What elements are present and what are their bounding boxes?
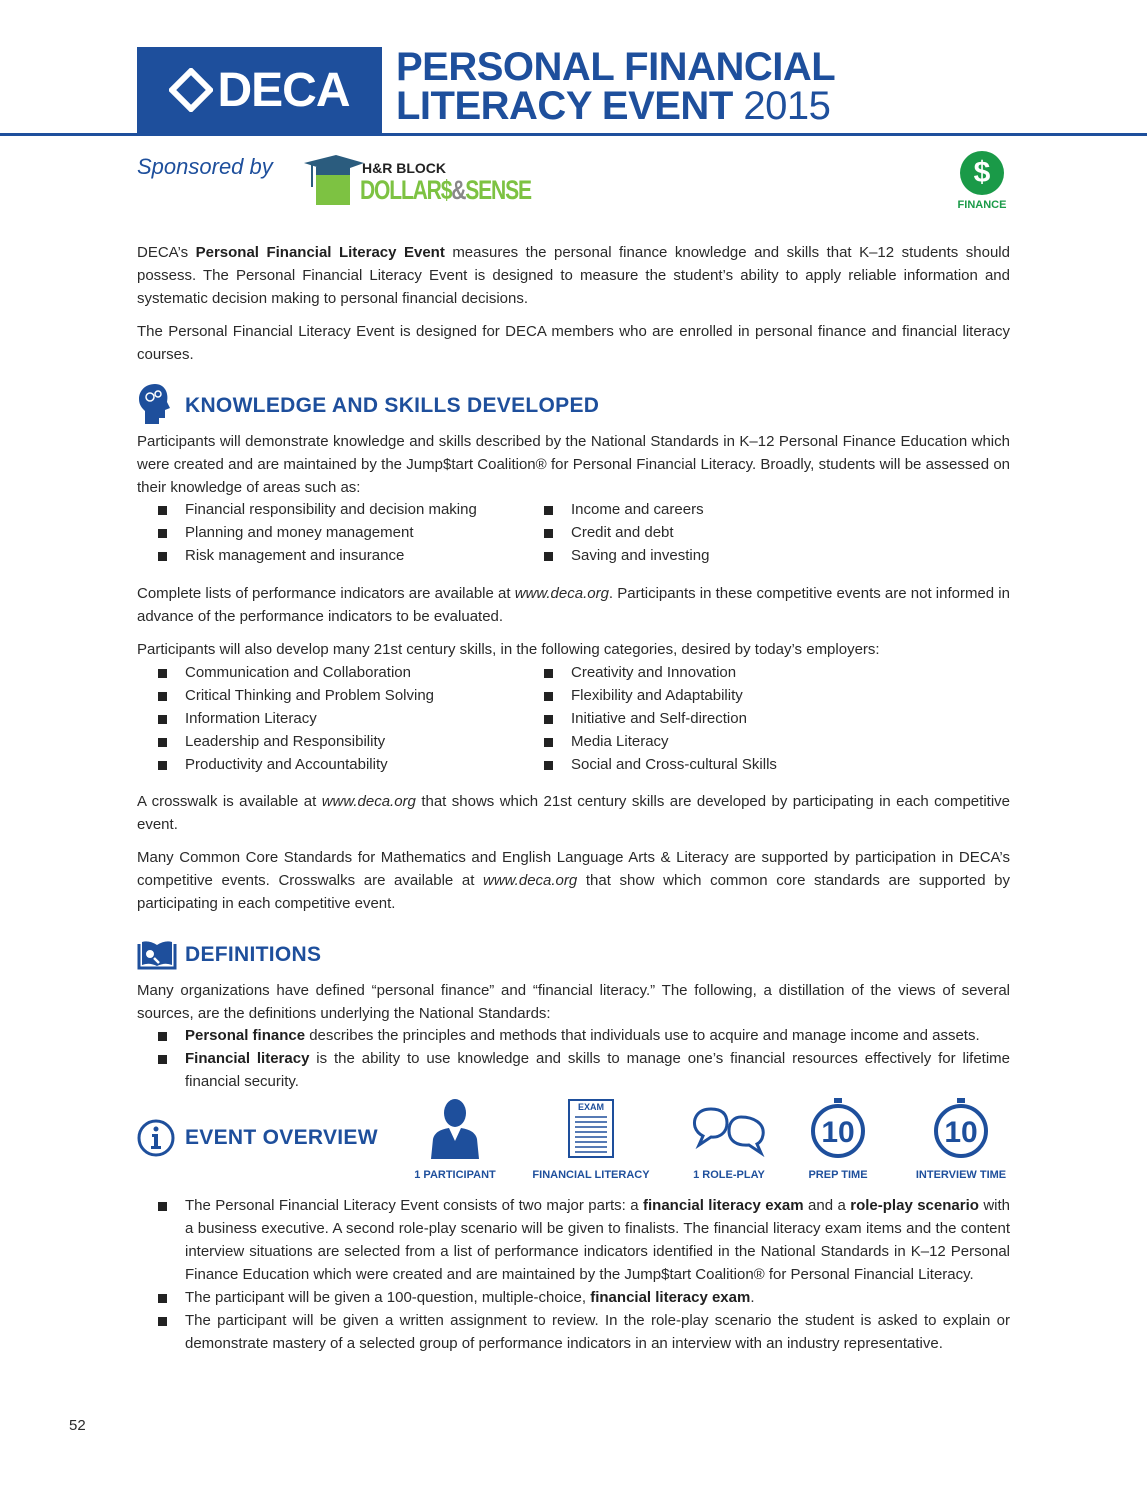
head-gears-icon	[137, 382, 173, 426]
list-item: Planning and money management	[137, 521, 523, 544]
exam-label: FINANCIAL LITERACY	[532, 1169, 650, 1181]
list-item: Leadership and Responsibility	[137, 730, 523, 753]
text-bold: role-play scenario	[850, 1197, 979, 1214]
interview-time-label: INTERVIEW TIME	[915, 1169, 1007, 1181]
page-title	[396, 45, 836, 128]
list-item: Saving and investing	[523, 544, 909, 567]
interview-time-value: 10	[944, 1116, 978, 1149]
knowledge-paragraph-2	[137, 582, 1010, 628]
exam-item	[526, 1097, 656, 1181]
definitions-list	[137, 1024, 1010, 1093]
list-item: Financial responsibility and decision making	[137, 498, 523, 521]
term: Financial literacy	[185, 1050, 310, 1067]
text: .	[750, 1289, 755, 1306]
text: Many Common Core Standards for Mathematics and English Language Arts & Literacy are supported by participation in DECA’s competitive events. Crosswalks are available at	[137, 849, 1010, 889]
finance-category-badge	[950, 151, 1014, 211]
text: with a business executive. A second role-play scenario will be given to finalists. The financial literacy exam items and the content interview situations are selected from a list of performance indicators identified in the National Standards in K–12 Personal Finance Education which were created and are maintained by the Jump$tart Coalition® for Personal Financial Literacy.	[185, 1197, 1011, 1283]
deca-logo-block	[137, 47, 382, 133]
list-item	[137, 1286, 1010, 1309]
text: and a	[803, 1197, 851, 1214]
header-rule	[0, 133, 1147, 136]
list-item: Information Literacy	[137, 707, 523, 730]
participant-label: 1 PARTICIPANT	[414, 1169, 496, 1181]
intro-paragraph-1	[137, 241, 1010, 310]
knowledge-paragraph-3: Participants will also develop many 21st century skills, in the following categories, desired by today’s employers:	[137, 641, 880, 658]
list-item	[137, 1047, 1010, 1093]
title-line-2: LITERACY EVENT	[396, 84, 733, 128]
prep-time-item	[800, 1097, 876, 1181]
info-icon	[137, 1119, 175, 1157]
text-bold: financial literacy exam	[590, 1289, 751, 1306]
text: that shows which 21st century skills are developed by participating in each competitive event.	[137, 793, 1010, 833]
list-item: Media Literacy	[523, 730, 909, 753]
skills-list	[137, 661, 1010, 776]
text-bold: financial literacy exam	[643, 1197, 804, 1214]
list-item: Critical Thinking and Problem Solving	[137, 684, 523, 707]
definitions-heading: DEFINITIONS	[185, 943, 322, 966]
graduation-cap-icon	[302, 153, 364, 209]
knowledge-heading: KNOWLEDGE AND SKILLS DEVELOPED	[185, 394, 600, 417]
list-item: Initiative and Self-direction	[523, 707, 909, 730]
overview-list	[137, 1194, 1010, 1355]
text: Complete lists of performance indicators are available at	[137, 585, 515, 602]
overview-heading: EVENT OVERVIEW	[185, 1126, 378, 1149]
text: measures the personal finance knowledge and skills that K–12 students should possess. The Personal Financial Literacy Event is designed to measure the student’s ability to apply reliable information and systematic decision making to personal financial decisions.	[137, 244, 1010, 307]
sponsored-by-label: Sponsored by	[137, 154, 273, 179]
speech-bubbles-icon	[689, 1097, 769, 1159]
sponsor-logo-sense: SENSE	[465, 175, 531, 205]
list-item: Productivity and Accountability	[137, 753, 523, 776]
stopwatch-icon	[930, 1097, 992, 1159]
list-item: Social and Cross-cultural Skills	[523, 753, 909, 776]
deca-link[interactable]: www.deca.org	[483, 872, 578, 889]
prep-time-label: PREP TIME	[808, 1169, 868, 1181]
text: DECA’s	[137, 244, 196, 261]
deca-logo-text: DECA	[217, 63, 350, 117]
list-item: Communication and Collaboration	[137, 661, 523, 684]
text: describes the principles and methods that individuals use to acquire and manage income and assets.	[305, 1027, 980, 1044]
list-item	[137, 1194, 1010, 1286]
deca-link[interactable]: www.deca.org	[514, 585, 609, 602]
list-item: Flexibility and Adaptability	[523, 684, 909, 707]
sponsor-logo-dollars: DOLLAR$	[360, 175, 452, 205]
list-item: Creativity and Innovation	[523, 661, 909, 684]
knowledge-areas-list	[137, 498, 1010, 567]
sponsor-logo	[302, 153, 542, 209]
knowledge-paragraph-5	[137, 846, 1010, 915]
deca-diamond-icon	[169, 68, 213, 112]
role-play-item	[686, 1097, 772, 1181]
sponsor-logo-top: H&R BLOCK	[362, 160, 446, 176]
finance-label: FINANCE	[957, 199, 1007, 211]
knowledge-paragraph-4	[137, 790, 1010, 836]
list-item: Risk management and insurance	[137, 544, 523, 567]
definitions-paragraph: Many organizations have defined “personal finance” and “financial literacy.” The following, a distillation of the views of several sources, are the definitions underlying the National Standards:	[137, 982, 1010, 1022]
list-item	[137, 1024, 1010, 1047]
book-icon	[137, 940, 177, 970]
text: . Participants in these competitive events are not informed in advance of the performance indicators to be evaluated.	[137, 585, 1010, 625]
text: The Personal Financial Literacy Event consists of two major parts: a	[185, 1197, 644, 1214]
list-item: The participant will be given a written assignment to review. In the role-play scenario the student is asked to explain or demonstrate mastery of a selected group of performance indicators in an interview with an industry representative.	[137, 1309, 1010, 1355]
knowledge-paragraph-1: Participants will demonstrate knowledge and skills described by the National Standards in K–12 Personal Finance Education which were created and are maintained by the Jump$tart Coalition® for Personal Financial Literacy. Broadly, students will be assessed on their knowledge of areas such as:	[137, 433, 1010, 496]
dollar-icon: $	[960, 151, 1004, 195]
text: A crosswalk is available at	[137, 793, 322, 810]
interview-time-item	[906, 1097, 1016, 1181]
text: is the ability to use knowledge and skills to manage one’s financial resources effectively for lifetime financial security.	[185, 1050, 1010, 1090]
page-number: 52	[69, 1417, 86, 1434]
exam-document-icon	[566, 1097, 616, 1159]
deca-link[interactable]: www.deca.org	[321, 793, 416, 810]
term: Personal finance	[185, 1027, 306, 1044]
event-name: Personal Financial Literacy Event	[195, 244, 445, 261]
intro-paragraph-2: The Personal Financial Literacy Event is designed for DECA members who are enrolled in personal finance and financial literacy courses.	[137, 323, 1010, 363]
list-item: Income and careers	[523, 498, 909, 521]
sponsor-logo-amp: &	[451, 175, 466, 205]
text: that show which common core standards are supported by participating in each competitive event.	[137, 872, 1010, 912]
exam-badge: EXAM	[577, 1102, 605, 1112]
role-play-label: 1 ROLE-PLAY	[693, 1169, 765, 1181]
stopwatch-icon	[807, 1097, 869, 1159]
person-icon	[427, 1097, 483, 1159]
text: The participant will be given a 100-question, multiple-choice,	[185, 1289, 591, 1306]
list-item: Credit and debt	[523, 521, 909, 544]
title-year: 2015	[743, 84, 831, 128]
title-line-1: PERSONAL FINANCIAL	[396, 45, 836, 89]
participant-item	[410, 1097, 500, 1181]
prep-time-value: 10	[821, 1116, 855, 1149]
